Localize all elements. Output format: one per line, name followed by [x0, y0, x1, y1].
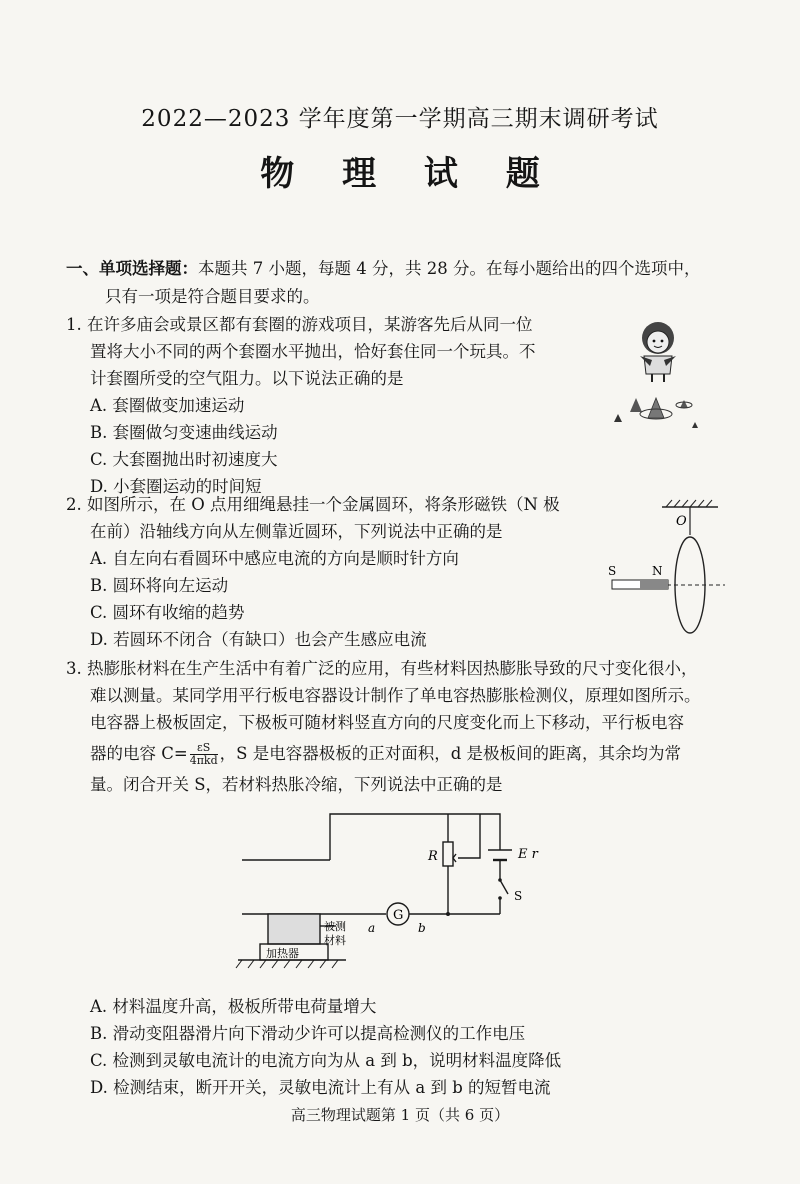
child-illustration [640, 322, 676, 382]
junction-dot [446, 912, 450, 916]
q3-option-c: C. 检测到灵敏电流计的电流方向为从 a 到 b，说明材料温度降低 [90, 1051, 562, 1070]
ring-toss-figure [600, 310, 720, 440]
q1-option-d: D. 小套圈运动的时间短 [90, 477, 262, 496]
slider-wire [458, 814, 480, 858]
q3-option-d: D. 检测结束，断开开关，灵敏电流计上有从 a 到 b 的短暂电流 [90, 1078, 551, 1097]
resistor-label: R [428, 849, 438, 864]
capacitance-formula [190, 742, 218, 767]
formula-numerator: εS [190, 742, 218, 755]
circuit-diagram [230, 808, 560, 978]
q1-option-a: A. 套圈做变加速运动 [90, 396, 245, 415]
q3-formula-suffix: ，S 是电容器极板的正对面积，d 是极板间的距离，其余均为常 [219, 744, 681, 763]
material-block [268, 914, 320, 944]
ceiling-hatch [662, 500, 718, 507]
q3-option-b: B. 滑动变阻器滑片向下滑动少许可以提高检测仪的工作电压 [90, 1024, 526, 1043]
switch-blade [500, 880, 508, 894]
q2-option-c: C. 圆环有收缩的趋势 [90, 603, 245, 622]
resistor [443, 842, 453, 866]
q1-option-b: B. 套圈做匀变速曲线运动 [90, 423, 278, 442]
q1-stem-line3: 计套圈所受的空气阻力。以下说法正确的是 [90, 369, 404, 388]
material-label-2: 材料 [324, 934, 346, 947]
q2-option-a: A. 自左向右看圆环中感应电流的方向是顺时针方向 [90, 549, 459, 568]
q3-stem-line3: 电容器上极板固定，下极板可随材料竖直方向的尺度变化而上下移动，平行板电容 [90, 713, 684, 732]
node-a-label: a [368, 921, 376, 935]
q3-stem-line4 [90, 740, 681, 768]
q2-option-b: B. 圆环将向左运动 [90, 576, 229, 595]
section-intro-line1 [66, 258, 700, 280]
ground-hatch [236, 960, 338, 968]
formula-denominator: 4πkd [189, 754, 218, 767]
material-label-1: 被测 [324, 920, 346, 933]
magnet-s-label: S [608, 564, 617, 578]
q3-stem-line1: 3. 热膨胀材料在生产生活中有着广泛的应用，有些材料因热膨胀导致的尺寸变化很小， [66, 659, 698, 678]
q3-formula-prefix: 器的电容 C= [90, 744, 188, 763]
q3-stem-line2: 难以测量。某同学用平行板电容器设计制作了单电容热膨胀检测仪，原理如图所示。 [90, 686, 701, 705]
q3-stem-line5: 量。闭合开关 S，若材料热胀冷缩，下列说法中正确的是 [90, 775, 503, 794]
magnet-n-half [640, 580, 668, 589]
point-o-label: O [676, 514, 687, 529]
q1-stem-line2: 置将大小不同的两个套圈水平抛出，恰好套住同一个玩具。不 [90, 342, 536, 361]
galvanometer-label: G [393, 908, 404, 923]
exam-title: 2022—2023 学年度第一学期高三期末调研考试 [141, 106, 659, 132]
section-heading: 一、单项选择题： [66, 259, 198, 278]
section-intro-line2: 只有一项是符合题目要求的。 [105, 287, 320, 306]
right-wire [448, 866, 500, 914]
q2-stem-line2: 在前）沿轴线方向从左侧靠近圆环，下列说法中正确的是 [90, 522, 503, 541]
top-wire [330, 814, 500, 860]
magnet-n-label: N [652, 564, 663, 578]
subject-title: 物 理 试 题 [260, 154, 558, 194]
q1-stem-line1: 1. 在许多庙会或景区都有套圈的游戏项目，某游客先后从同一位 [66, 315, 533, 334]
battery-label: E r [518, 847, 538, 862]
switch-contact-bottom [498, 896, 502, 900]
toys-and-rings [614, 398, 698, 428]
q2-stem-line1: 2. 如图所示，在 O 点用细绳悬挂一个金属圆环，将条形磁铁（N 极 [66, 495, 560, 514]
q3-option-a: A. 材料温度升高，极板所带电荷量增大 [90, 997, 377, 1016]
section-intro-text: 本题共 7 小题，每题 4 分，共 28 分。在每小题给出的四个选项中， [198, 259, 701, 278]
switch-contact-top [498, 878, 502, 882]
page-footer: 高三物理试题第 1 页（共 6 页） [290, 1106, 510, 1124]
q2-option-d: D. 若圆环不闭合（有缺口）也会产生感应电流 [90, 630, 427, 649]
heater-label: 加热器 [266, 947, 299, 960]
q1-option-c: C. 大套圈抛出时初速度大 [90, 450, 278, 469]
switch-label: S [514, 889, 523, 903]
magnet-ring-figure [600, 495, 730, 640]
node-b-label: b [418, 921, 426, 935]
